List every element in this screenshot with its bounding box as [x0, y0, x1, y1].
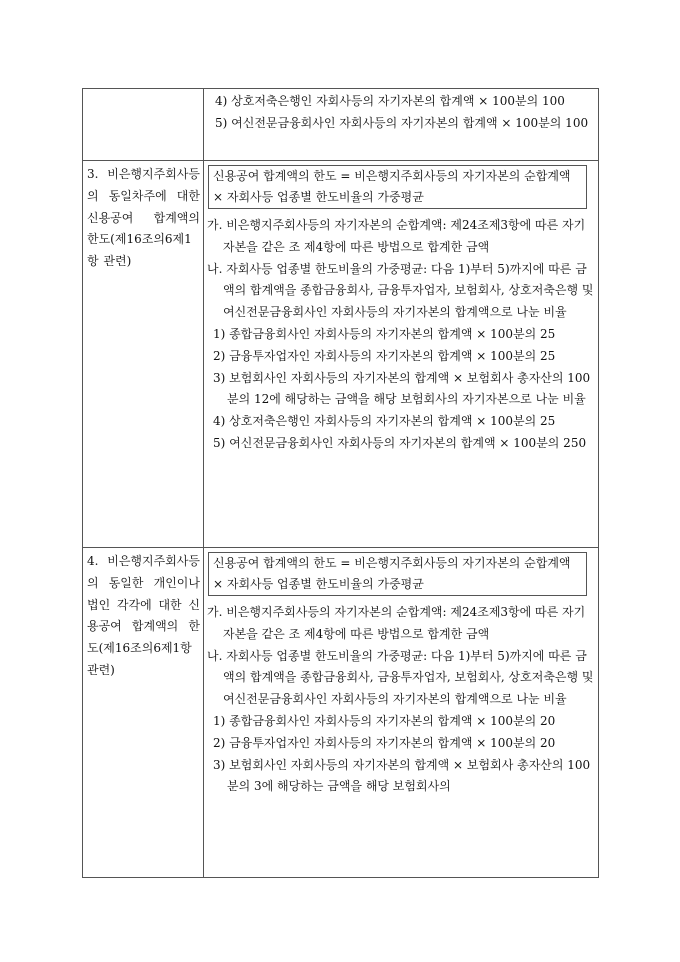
row-heading [83, 89, 203, 92]
sub-item: 5) 여신전문금융회사인 자회사등의 자기자본의 합계액 × 100분의 250 [213, 435, 587, 450]
sub-item: 2) 금융투자업자인 자회사등의 자기자본의 합계액 × 100분의 25 [213, 348, 556, 363]
row-content-cell [204, 89, 599, 161]
table-row [83, 161, 599, 548]
sub-item: 3) 보험회사인 자회사등의 자기자본의 합계액 × 보험회사 총자산의 100분의 3에 해당하는 금액을 해당 보험회사의 [213, 757, 591, 794]
sub-item: 4) 상호저축은행인 자회사등의 자기자본의 합계액 × 100분의 25 [213, 414, 556, 429]
sub-item: 3) 보험회사인 자회사등의 자기자본의 합계액 × 보험회사 총자산의 100분의 12에 해당하는 금액을 해당 보험회사의 자기자본으로 나눈 비율 [213, 370, 591, 407]
list-item: 4) 상호저축은행인 자회사등의 자기자본의 합계액 × 100분의 100 [215, 94, 565, 108]
row-content-cell [204, 161, 599, 548]
sub-item: 1) 종합금융회사인 자회사등의 자기자본의 합계액 × 100분의 20 [213, 713, 556, 728]
row-heading-cell [83, 548, 204, 878]
limits-table [82, 88, 599, 878]
row-content-cell [204, 548, 599, 878]
row-heading-cell [83, 89, 204, 161]
table-row [83, 89, 599, 161]
row-heading: 4. 비은행지주회사등의 동일한 개인이나 법인 각각에 대한 신용공여 합계액의 한도(제16조의6제1항 관련) [87, 554, 200, 677]
sub-item: 1) 종합금융회사인 자회사등의 자기자본의 합계액 × 100분의 25 [213, 326, 556, 341]
formula-box: 신용공여 합계액의 한도 = 비은행지주회사등의 자기자본의 순합계액 × 자회사등 업종별 한도비율의 가중평균 [208, 552, 587, 596]
list-item-na: 나. 자회사등 업종별 한도비율의 가중평균: 다음 1)부터 5)까지에 따른 금액의 합계액을 종합금융회사, 금융투자업자, 보험회사, 상호저축은행 및 여신전문금융회사인 자회사등의 자기자본의 합계액으로 나눈 비율 [207, 648, 594, 707]
list-item: 5) 여신전문금융회사인 자회사등의 자기자본의 합계액 × 100분의 100 [215, 115, 589, 130]
sub-item: 2) 금융투자업자인 자회사등의 자기자본의 합계액 × 100분의 20 [213, 735, 556, 750]
formula-box: 신용공여 합계액의 한도 = 비은행지주회사등의 자기자본의 순합계액 × 자회사등 업종별 한도비율의 가중평균 [208, 165, 587, 209]
list-item-ga: 가. 비은행지주회사등의 자기자본의 순합계액: 제24조제3항에 따른 자기자본을 같은 조 제4항에 따른 방법으로 합계한 금액 [207, 605, 586, 641]
row-heading: 3. 비은행지주회사등의 동일차주에 대한 신용공여 합계액의 한도(제16조의6제1항 관련) [87, 167, 200, 269]
list-item-na: 나. 자회사등 업종별 한도비율의 가중평균: 다음 1)부터 5)까지에 따른 금액의 합계액을 종합금융회사, 금융투자업자, 보험회사, 상호저축은행 및 여신전문금융회사인 자회사등의 자기자본의 합계액으로 나눈 비율 [207, 261, 594, 320]
table-row [83, 548, 599, 878]
row-heading-cell [83, 161, 204, 548]
list-item-ga: 가. 비은행지주회사등의 자기자본의 순합계액: 제24조제3항에 따른 자기자본을 같은 조 제4항에 따른 방법으로 합계한 금액 [207, 218, 586, 254]
